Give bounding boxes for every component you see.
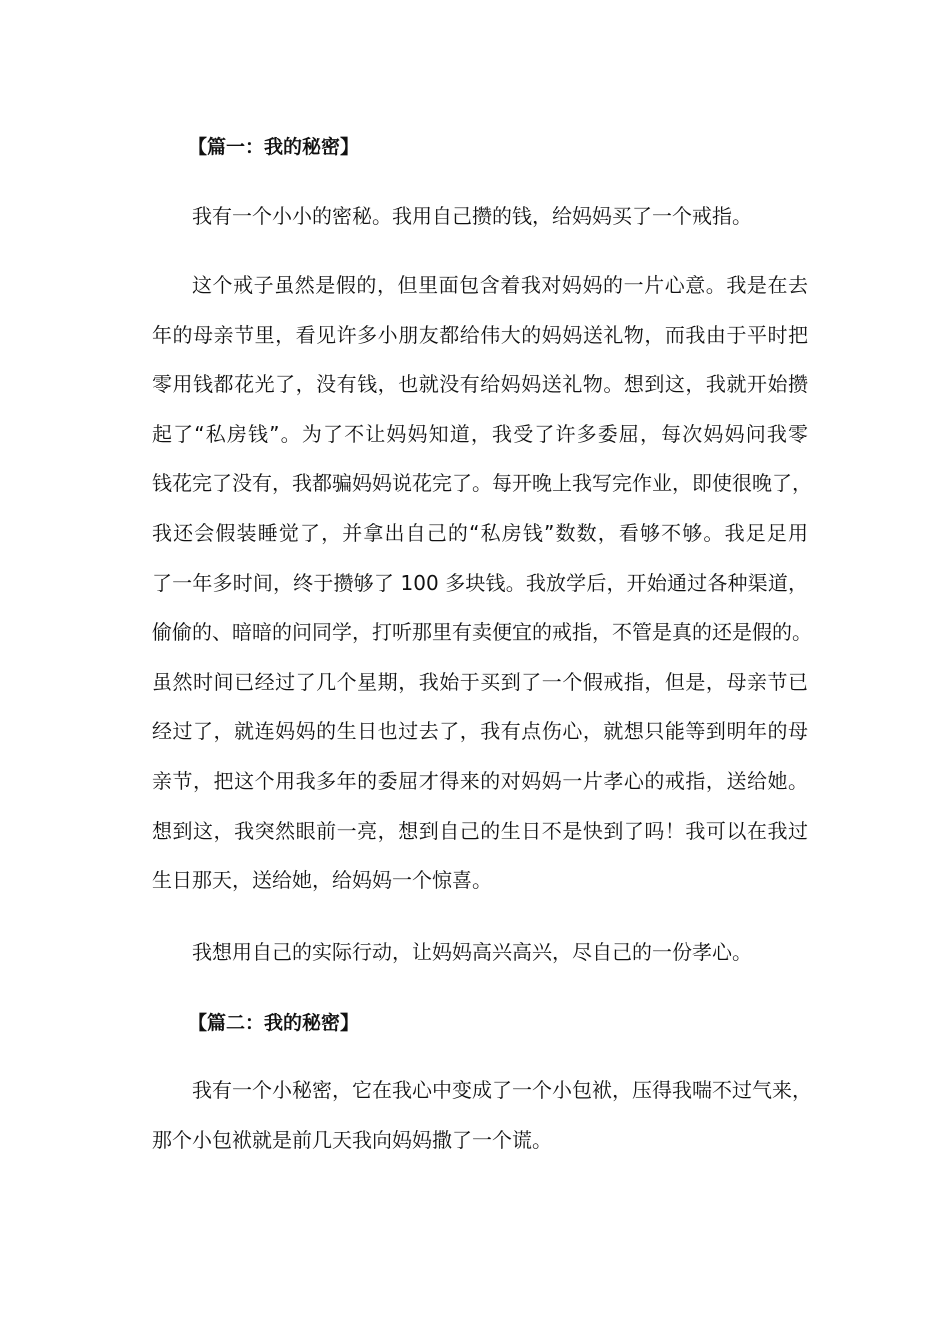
- section-1-paragraph-1: 我有一个小小的密秘。我用自己攒的钱，给妈妈买了一个戒指。: [192, 204, 752, 228]
- section-1-paragraph-2: [152, 261, 812, 906]
- paragraph-line: 这个戒子虽然是假的，但里面包含着我对妈妈的一片心意。我是在去: [192, 273, 808, 297]
- section-1-paragraph-3: 我想用自己的实际行动，让妈妈高兴高兴，尽自己的一份孝心。: [192, 940, 752, 964]
- section-2-title: 【篇二：我的秘密】: [188, 1012, 360, 1034]
- paragraph-line: 亲节，把这个用我多年的委屈才得来的对妈妈一片孝心的戒指，送给她。: [152, 768, 808, 793]
- paragraph-line: 我还会假装睡觉了，并拿出自己的“私房钱”数数，看够不够。我足足用: [152, 520, 808, 545]
- paragraph-line: 生日那天，送给她，给妈妈一个惊喜。: [152, 868, 492, 893]
- paragraph-line: 经过了，就连妈妈的生日也过去了，我有点伤心，就想只能等到明年的母: [152, 719, 808, 744]
- paragraph-line: 钱花完了没有，我都骗妈妈说花完了。每开晚上我写完作业，即使很晚了，: [152, 471, 812, 496]
- paragraph-line: 偷偷的、暗暗的问同学，打听那里有卖便宜的戒指，不管是真的还是假的。: [152, 620, 812, 645]
- paragraph-line: 了一年多时间，终于攒够了 100 多块钱。我放学后，开始通过各种渠道，: [152, 570, 808, 595]
- section-1-title: 【篇一：我的秘密】: [188, 136, 360, 158]
- paragraph-line: 零用钱都花光了，没有钱，也就没有给妈妈送礼物。想到这，我就开始攒: [152, 372, 808, 397]
- paragraph-line: 年的母亲节里，看见许多小朋友都给伟大的妈妈送礼物，而我由于平时把: [152, 322, 808, 347]
- paragraph-line: 起了“私房钱”。为了不让妈妈知道，我受了许多委屈，每次妈妈问我零: [152, 421, 808, 446]
- paragraph-line: 想到这，我突然眼前一亮，想到自己的生日不是快到了吗！我可以在我过: [152, 818, 808, 843]
- paragraph-line: 那个小包袱就是前几天我向妈妈撒了一个谎。: [152, 1127, 552, 1152]
- section-2-paragraph-1: [152, 1066, 812, 1165]
- paragraph-line: 我有一个小秘密，它在我心中变成了一个小包袱，压得我喘不过气来，: [192, 1078, 812, 1102]
- paragraph-line: 虽然时间已经过了几个星期，我始于买到了一个假戒指，但是，母亲节已: [152, 669, 808, 694]
